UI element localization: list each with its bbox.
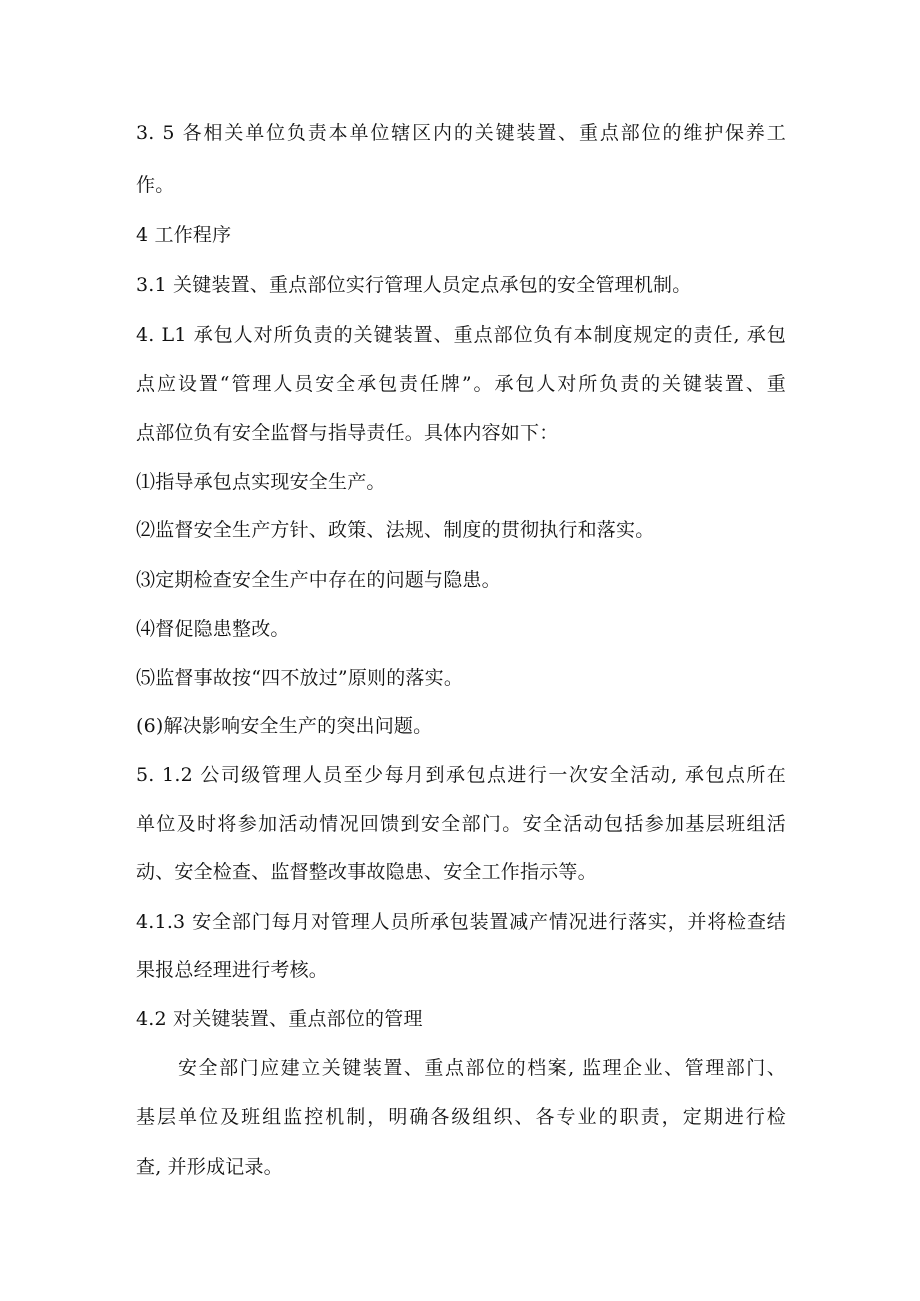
text-line: 点部位负有安全监督与指导责任。具体内容如下： <box>136 422 559 444</box>
text-line: 单位及时将参加活动情况回馈到安全部门。安全活动包括参加基层班组活 <box>136 813 786 835</box>
list-item: (6)解决影响安全生产的突出问题。 <box>136 715 433 737</box>
list-item: ⑷督促隐患整改。 <box>136 618 290 640</box>
text-line: 3. 5 各相关单位负责本单位辖区内的关键装置、重点部位的维护保养工 <box>136 122 786 144</box>
text-line: 基层单位及班组监控机制，明确各级组织、各专业的职责，定期进行检 <box>136 1106 786 1128</box>
section-heading: 4 工作程序 <box>136 224 232 246</box>
text-line: 动、安全检查、监督整改事故隐患、安全工作指示等。 <box>136 861 597 883</box>
text-line: 4.1.3 安全部门每月对管理人员所承包装置减产情况进行落实，并将检查结 <box>136 911 786 933</box>
text-line: 作。 <box>136 174 175 196</box>
section-heading: 4.2 对关键装置、重点部位的管理 <box>136 1008 423 1030</box>
text-line: 点应设置“管理人员安全承包责任牌”。承包人对所负责的关键装置、重 <box>136 373 786 395</box>
list-item: ⑶定期检查安全生产中存在的问题与隐患。 <box>136 569 501 591</box>
list-item: ⑸监督事故按“四不放过”原则的落实。 <box>136 667 464 689</box>
list-item: ⑴指导承包点实现安全生产。 <box>136 471 386 493</box>
list-item: ⑵监督安全生产方针、政策、法规、制度的贯彻执行和落实。 <box>136 519 655 541</box>
text-line: 5. 1.2 公司级管理人员至少每月到承包点进行一次安全活动, 承包点所在 <box>136 764 786 786</box>
text-line: 4. L1 承包人对所负责的关键装置、重点部位负有本制度规定的责任, 承包 <box>136 324 786 346</box>
text-line: 3.1 关键装置、重点部位实行管理人员定点承包的安全管理机制。 <box>136 274 692 296</box>
text-line: 果报总经理进行考核。 <box>136 959 329 981</box>
text-line: 查, 并形成记录。 <box>136 1156 283 1178</box>
text-line: 安全部门应建立关键装置、重点部位的档案, 监理企业、管理部门、 <box>178 1057 786 1079</box>
